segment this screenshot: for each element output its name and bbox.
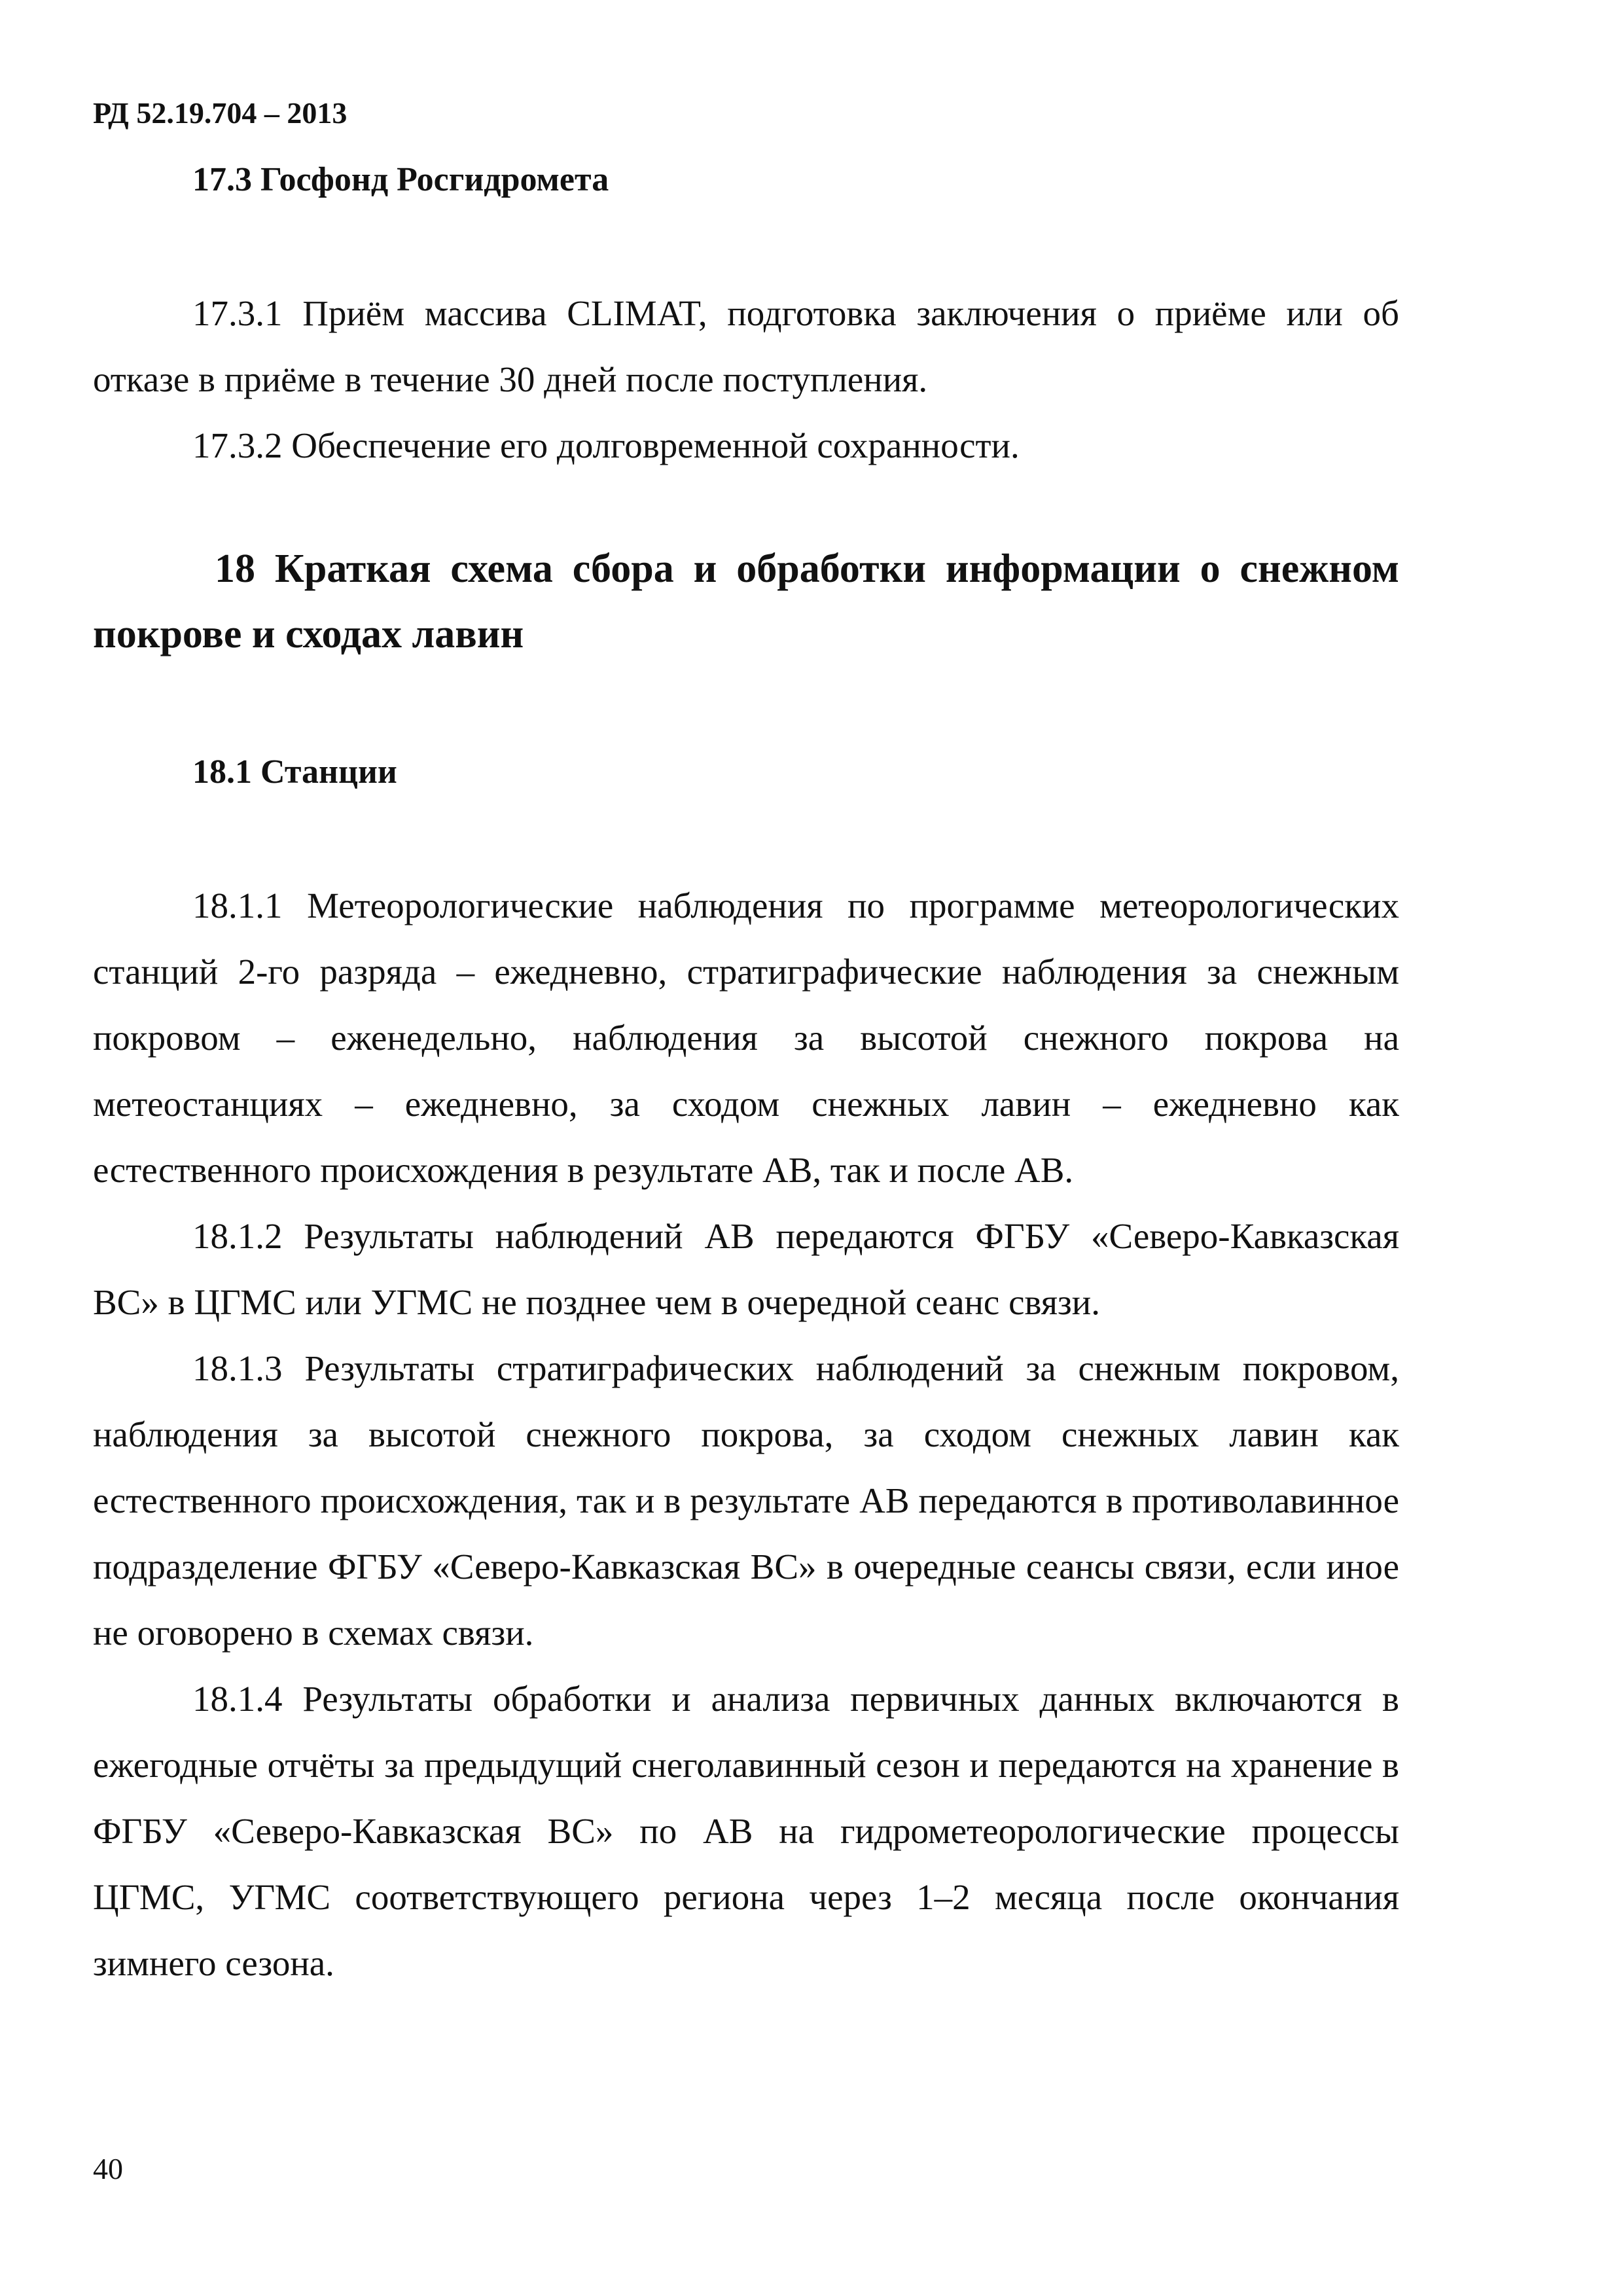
- paragraph-18-1-3: 18.1.3 Результаты стратиграфических наблюдений за снежным покровом, наблюдения за высотой снежного покрова, за сходом снежных лавин как естественного происхождения, так и в результате АВ передаются в противолавинное подразделение ФГБУ «Северо-Кавказская ВС» в очередные сеансы связи, если иное не оговорено в схемах связи.: [93, 1348, 1399, 1653]
- page-number: 40: [93, 2152, 123, 2185]
- paragraph-17-3-2: 17.3.2 Обеспечение его долговременной сохранности.: [192, 425, 1020, 465]
- section-17-3-heading: 17.3 Госфонд Росгидромета: [192, 161, 609, 198]
- document-code: РД 52.19.704 – 2013: [93, 96, 348, 130]
- section-18-1-heading: 18.1 Станции: [192, 753, 397, 791]
- paragraph-18-1-1: 18.1.1 Метеорологические наблюдения по программе метеорологических станций 2-го разряда – ежедневно, стратиграфические наблюдения за снежным покровом – еженедельно, наблюдения за высотой снежного покрова на метеостанциях – ежедневно, за сходом снежных лавин – ежедневно как естественного происхождения в результате АВ, так и после АВ.: [93, 886, 1399, 1190]
- paragraph-18-1-2: 18.1.2 Результаты наблюдений АВ передаются ФГБУ «Северо-Кавказская ВС» в ЦГМС или УГМС не позднее чем в очередной сеанс связи.: [93, 1216, 1399, 1322]
- section-18-heading: 18 Краткая схема сбора и обработки информации о снежном покрове и сходах лавин: [93, 547, 1399, 656]
- paragraph-18-1-4: 18.1.4 Результаты обработки и анализа первичных данных включаются в ежегодные отчёты за предыдущий снеголавинный сезон и передаются на хранение в ФГБУ «Северо-Кавказская ВС» по АВ на гидрометеорологические процессы ЦГМС, УГМС соответствующего региона через 1–2 месяца после окончания зимнего сезона.: [93, 1679, 1399, 1983]
- paragraph-17-3-1: 17.3.1 Приём массива CLIMAT, подготовка заключения о приёме или об отказе в приёме в течение 30 дней после поступления.: [93, 293, 1399, 399]
- page-content: [93, 152, 1399, 1996]
